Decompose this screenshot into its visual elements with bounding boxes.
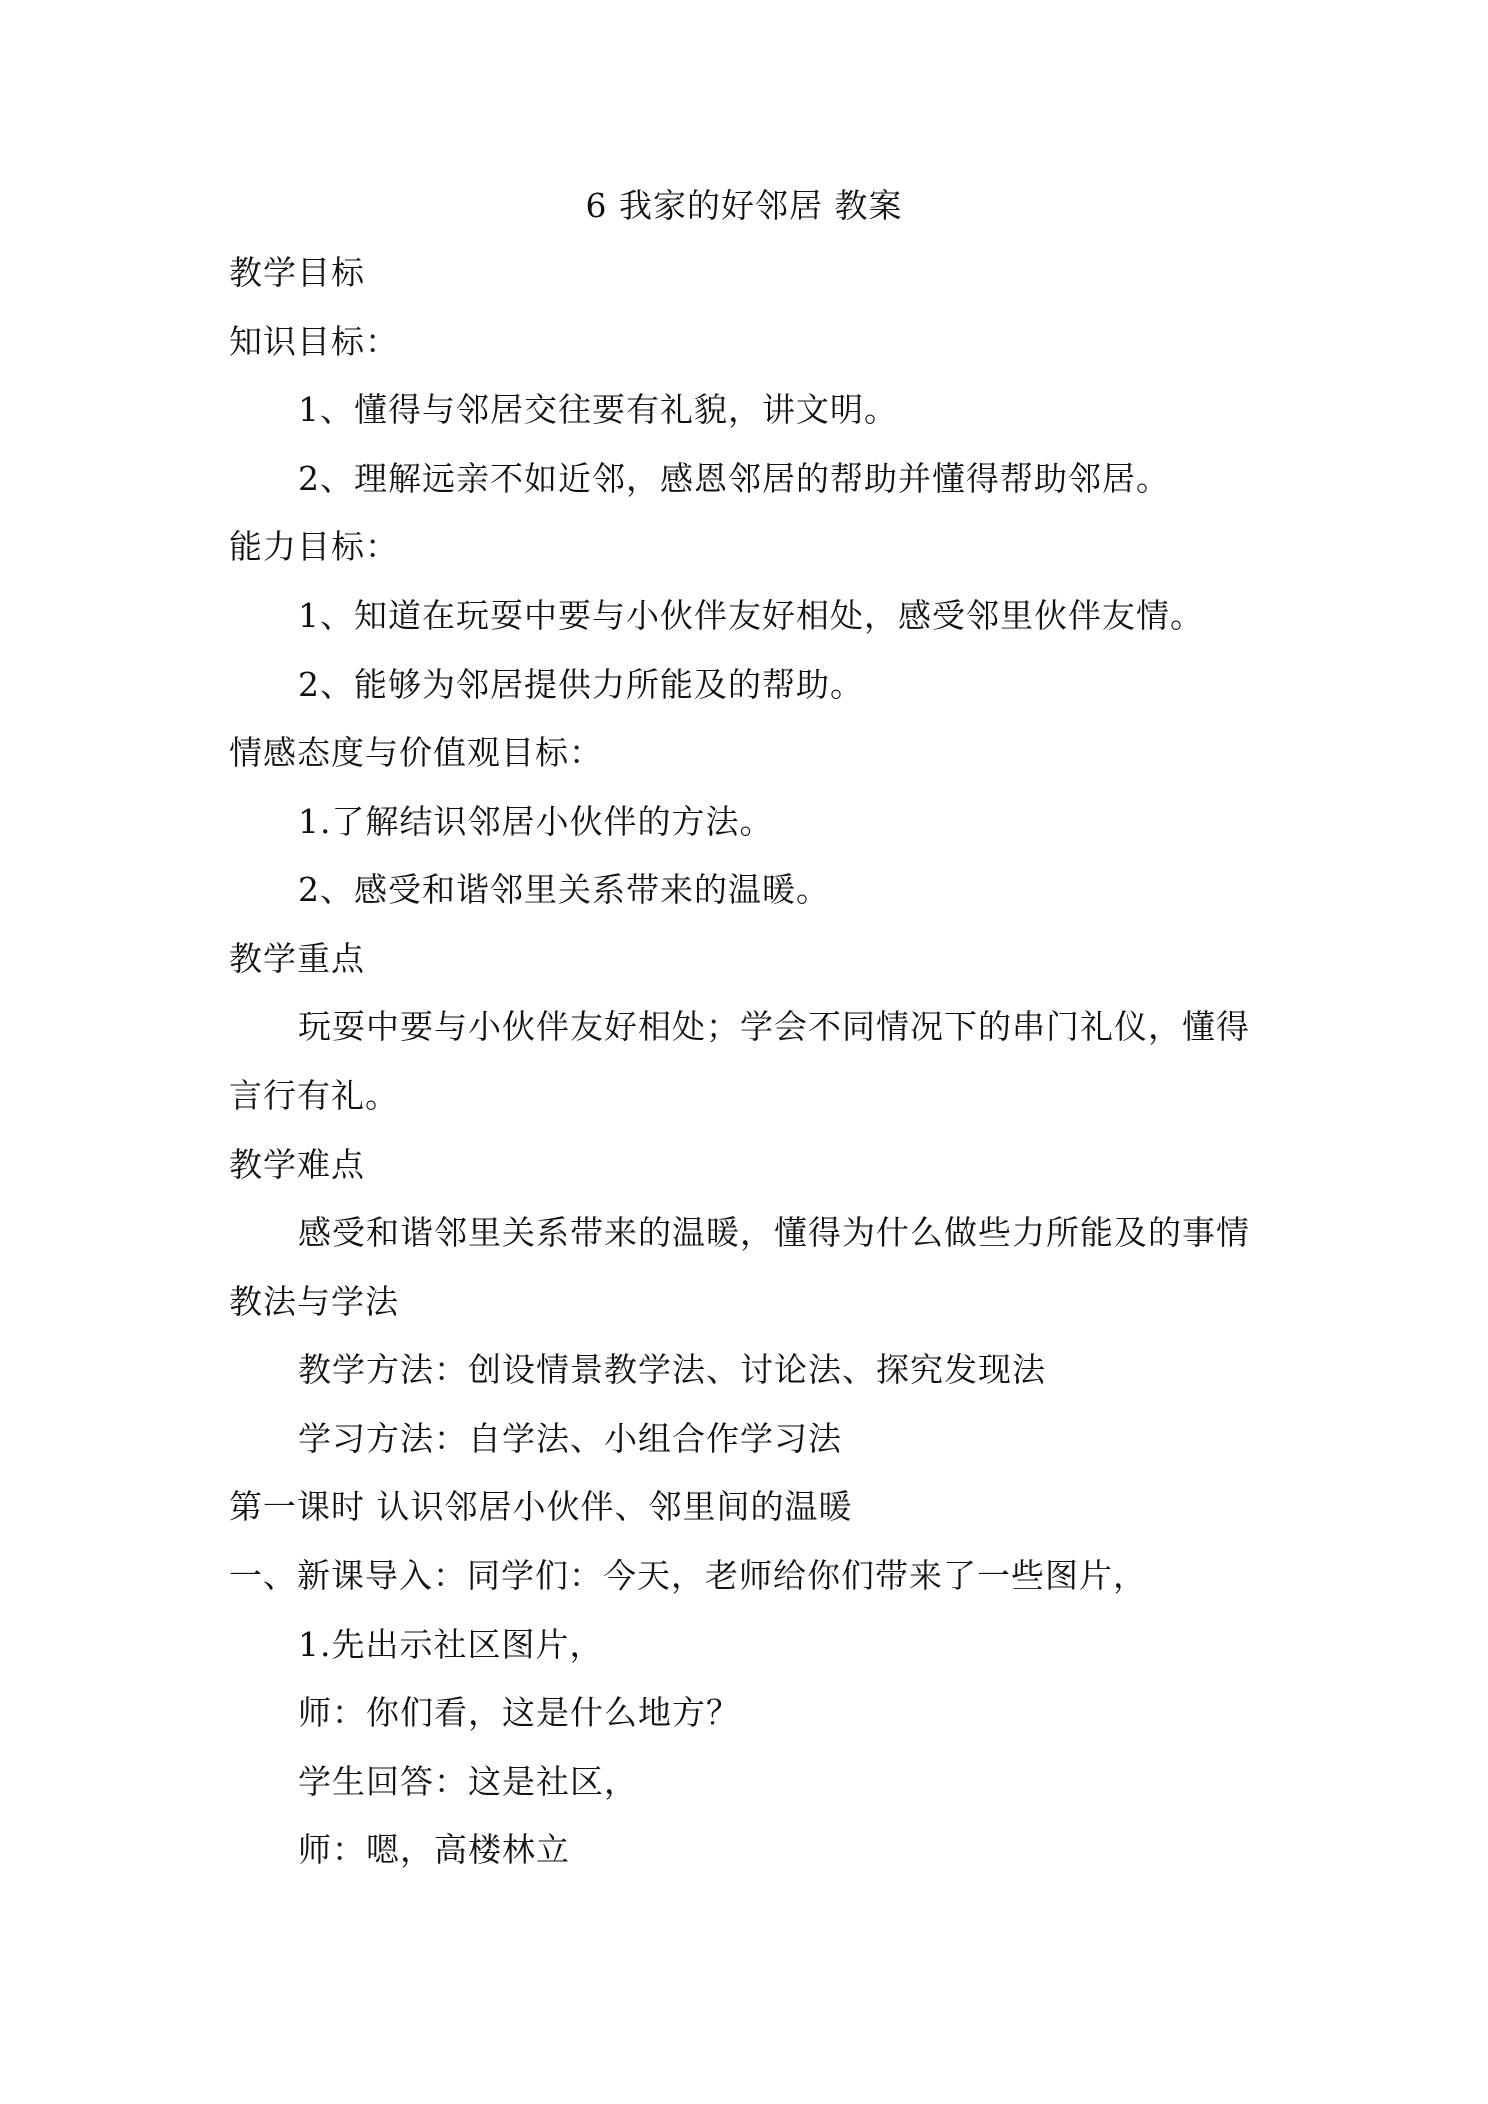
learning-methods-text: 学习方法：自学法、小组合作学习法 <box>298 1419 842 1458</box>
heading-ability-goals: 能力目标： <box>229 527 399 566</box>
key-points-text: 玩耍中要与小伙伴友好相处；学会不同情况下的串门礼仪，懂得 <box>298 1007 1250 1046</box>
attitude-goal-item: 2、感受和谐邻里关系带来的温暖。 <box>298 870 830 909</box>
heading-methods: 教法与学法 <box>229 1282 399 1321</box>
difficult-points-text: 感受和谐邻里关系带来的温暖，懂得为什么做些力所能及的事情 <box>298 1213 1250 1252</box>
student-line: 学生回答：这是社区， <box>298 1762 638 1801</box>
section-introduction: 一、新课导入：同学们：今天，老师给你们带来了一些图片， <box>229 1556 1147 1595</box>
knowledge-goal-item: 2、理解远亲不如近邻，感恩邻居的帮助并懂得帮助邻居。 <box>298 459 1170 498</box>
heading-attitude-goals: 情感态度与价值观目标： <box>229 733 603 772</box>
teaching-methods-text: 教学方法：创设情景教学法、讨论法、探究发现法 <box>298 1350 1046 1389</box>
heading-difficult-points: 教学难点 <box>229 1145 365 1184</box>
introduction-step: 1.先出示社区图片， <box>298 1625 604 1664</box>
teacher-line: 师：嗯，高楼林立 <box>298 1830 570 1869</box>
ability-goal-item: 2、能够为邻居提供力所能及的帮助。 <box>298 665 864 704</box>
teacher-line: 师：你们看，这是什么地方？ <box>298 1693 740 1732</box>
heading-teaching-goals: 教学目标 <box>229 253 365 292</box>
heading-knowledge-goals: 知识目标： <box>229 322 399 361</box>
heading-key-points: 教学重点 <box>229 939 365 978</box>
heading-first-lesson: 第一课时 认识邻居小伙伴、邻里间的温暖 <box>229 1487 853 1526</box>
key-points-text-continued: 言行有礼。 <box>229 1076 399 1115</box>
knowledge-goal-item: 1、懂得与邻居交往要有礼貌，讲文明。 <box>298 390 898 429</box>
attitude-goal-item: 1.了解结识邻居小伙伴的方法。 <box>298 802 774 841</box>
ability-goal-item: 1、知道在玩耍中要与小伙伴友好相处，感受邻里伙伴友情。 <box>298 596 1204 635</box>
document-title: 6 我家的好邻居 教案 <box>585 186 903 225</box>
